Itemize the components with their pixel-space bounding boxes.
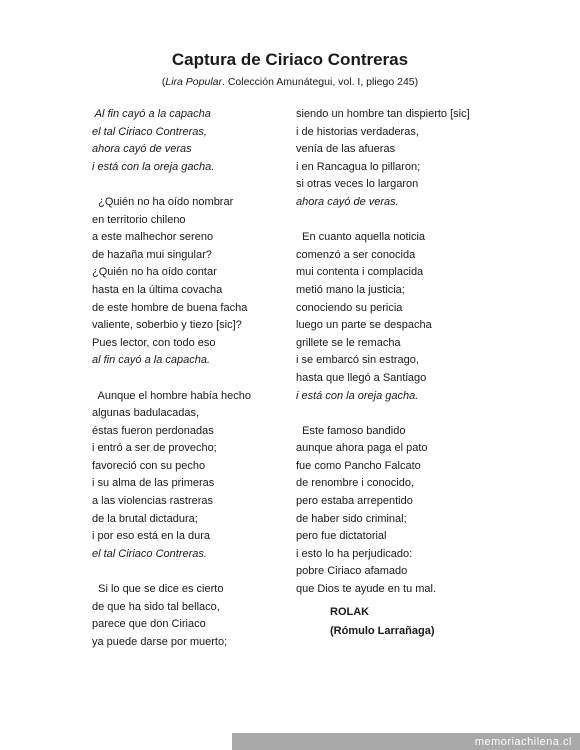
verse-line: comenzó a ser conocida (296, 248, 416, 261)
verse-line: i su alma de las primeras (92, 477, 215, 490)
verse-line: de este hombre de buena facha (92, 301, 248, 314)
verse-line: i está con la oreja gacha. (296, 389, 419, 402)
verse-line: éstas fueron perdonadas (92, 424, 214, 437)
verse-line: ya puede darse por muerto; (92, 635, 228, 648)
verse-line: valiente, soberbio y tiezo [sic]? (92, 319, 242, 332)
verse-line (92, 176, 282, 194)
verse-line: que Dios te ayude en tu mal. (296, 583, 437, 596)
verse-line: a este malhechor sereno (92, 231, 214, 244)
signature-block (330, 603, 435, 641)
verse-line: mui contenta i complacida (296, 266, 424, 279)
verse-line: si otras veces lo largaron (296, 178, 419, 191)
verse-line (92, 370, 282, 388)
verse-line: siendo un hombre tan dispierto [sic] (296, 108, 470, 120)
site-watermark: memoriachilena.cl (474, 736, 572, 748)
verse-line: al fin cayó a la capacha. (92, 354, 211, 367)
verse-line: a las violencias rastreras (92, 495, 214, 508)
verse-line (92, 563, 282, 581)
verse-line: grillete se le remacha (296, 336, 401, 349)
verse-line: pobre Ciriaco afamado (296, 565, 408, 578)
verse-line: favoreció con su pecho (92, 459, 206, 472)
verse-line: En cuanto aquella noticia (296, 231, 426, 244)
verse-line: en territorio chileno (92, 213, 186, 226)
verse-line: hasta que llegó a Santiago (296, 371, 427, 384)
verse-line: conociendo su pericia (296, 301, 403, 314)
citation-source: Lira Popular (165, 76, 222, 88)
verse-line: ¿Quién no ha oído nombrar (92, 195, 234, 208)
verse-line: i se embarcó sin estrago, (296, 354, 419, 367)
verse-line: ahora cayó de veras. (296, 195, 399, 208)
verse-line: Pues lector, con todo eso (92, 336, 216, 349)
verse-line: ¿Quién no ha oído contar (92, 266, 217, 279)
verse-line: i entró a ser de provecho; (92, 442, 217, 455)
verse-line: venía de las afueras (296, 143, 396, 156)
verse-line: de la brutal dictadura; (92, 512, 198, 525)
citation-open: ( (161, 76, 166, 88)
verse-line (296, 212, 496, 230)
source-citation (0, 76, 580, 88)
verse-line: ahora cayó de veras (92, 143, 192, 156)
poem-left-column (92, 106, 282, 651)
page-title: Captura de Ciriaco Contreras (171, 50, 409, 69)
verse-line: luego un parte se despacha (296, 319, 432, 332)
verse-line: i de historias verdaderas, (296, 125, 419, 138)
verse-line: i por eso está en la dura (92, 530, 211, 543)
verse-line: i está con la oreja gacha. (92, 160, 215, 173)
verse-line: de hazaña mui singular? (92, 248, 212, 261)
verse-line: hasta en la última covacha (92, 283, 223, 296)
verse-line: i en Rancagua lo pillaron; (296, 160, 421, 173)
verse-line (296, 405, 496, 423)
verse-line: Si lo que se dice es cierto (92, 583, 224, 596)
verse-line: el tal Ciriaco Contreras. (92, 547, 207, 560)
verse-line: metió mano la justicia; (296, 283, 405, 296)
verse-line: pero estaba arrepentido (296, 495, 413, 508)
verse-line: fue como Pancho Falcato (296, 459, 421, 472)
verse-line: Aunque el hombre había hecho (92, 389, 252, 402)
author-pseudonym: ROLAK (330, 606, 370, 618)
verse-line: de haber sido criminal; (296, 512, 407, 525)
verse-line: parece que don Ciriaco (92, 618, 206, 631)
verse-line: de renombre i conocido, (296, 477, 415, 490)
verse-line: el tal Ciriaco Contreras, (92, 125, 207, 138)
author-real-name: (Rómulo Larrañaga) (330, 625, 435, 637)
verse-line: i esto lo ha perjudicado: (296, 547, 413, 560)
verse-line: algunas badulacadas, (92, 407, 200, 420)
verse-line: de que ha sido tal bellaco, (92, 600, 220, 613)
verse-line: aunque ahora paga el pato (296, 442, 428, 455)
citation-rest: . Colección Amunátegui, vol. I, pliego 245) (222, 76, 419, 88)
verse-line: pero fue dictatorial (296, 530, 387, 543)
verse-line: Este famoso bandido (296, 424, 406, 437)
verse-line: Al fin cayó a la capacha (92, 108, 211, 120)
poem-right-column (296, 106, 496, 599)
